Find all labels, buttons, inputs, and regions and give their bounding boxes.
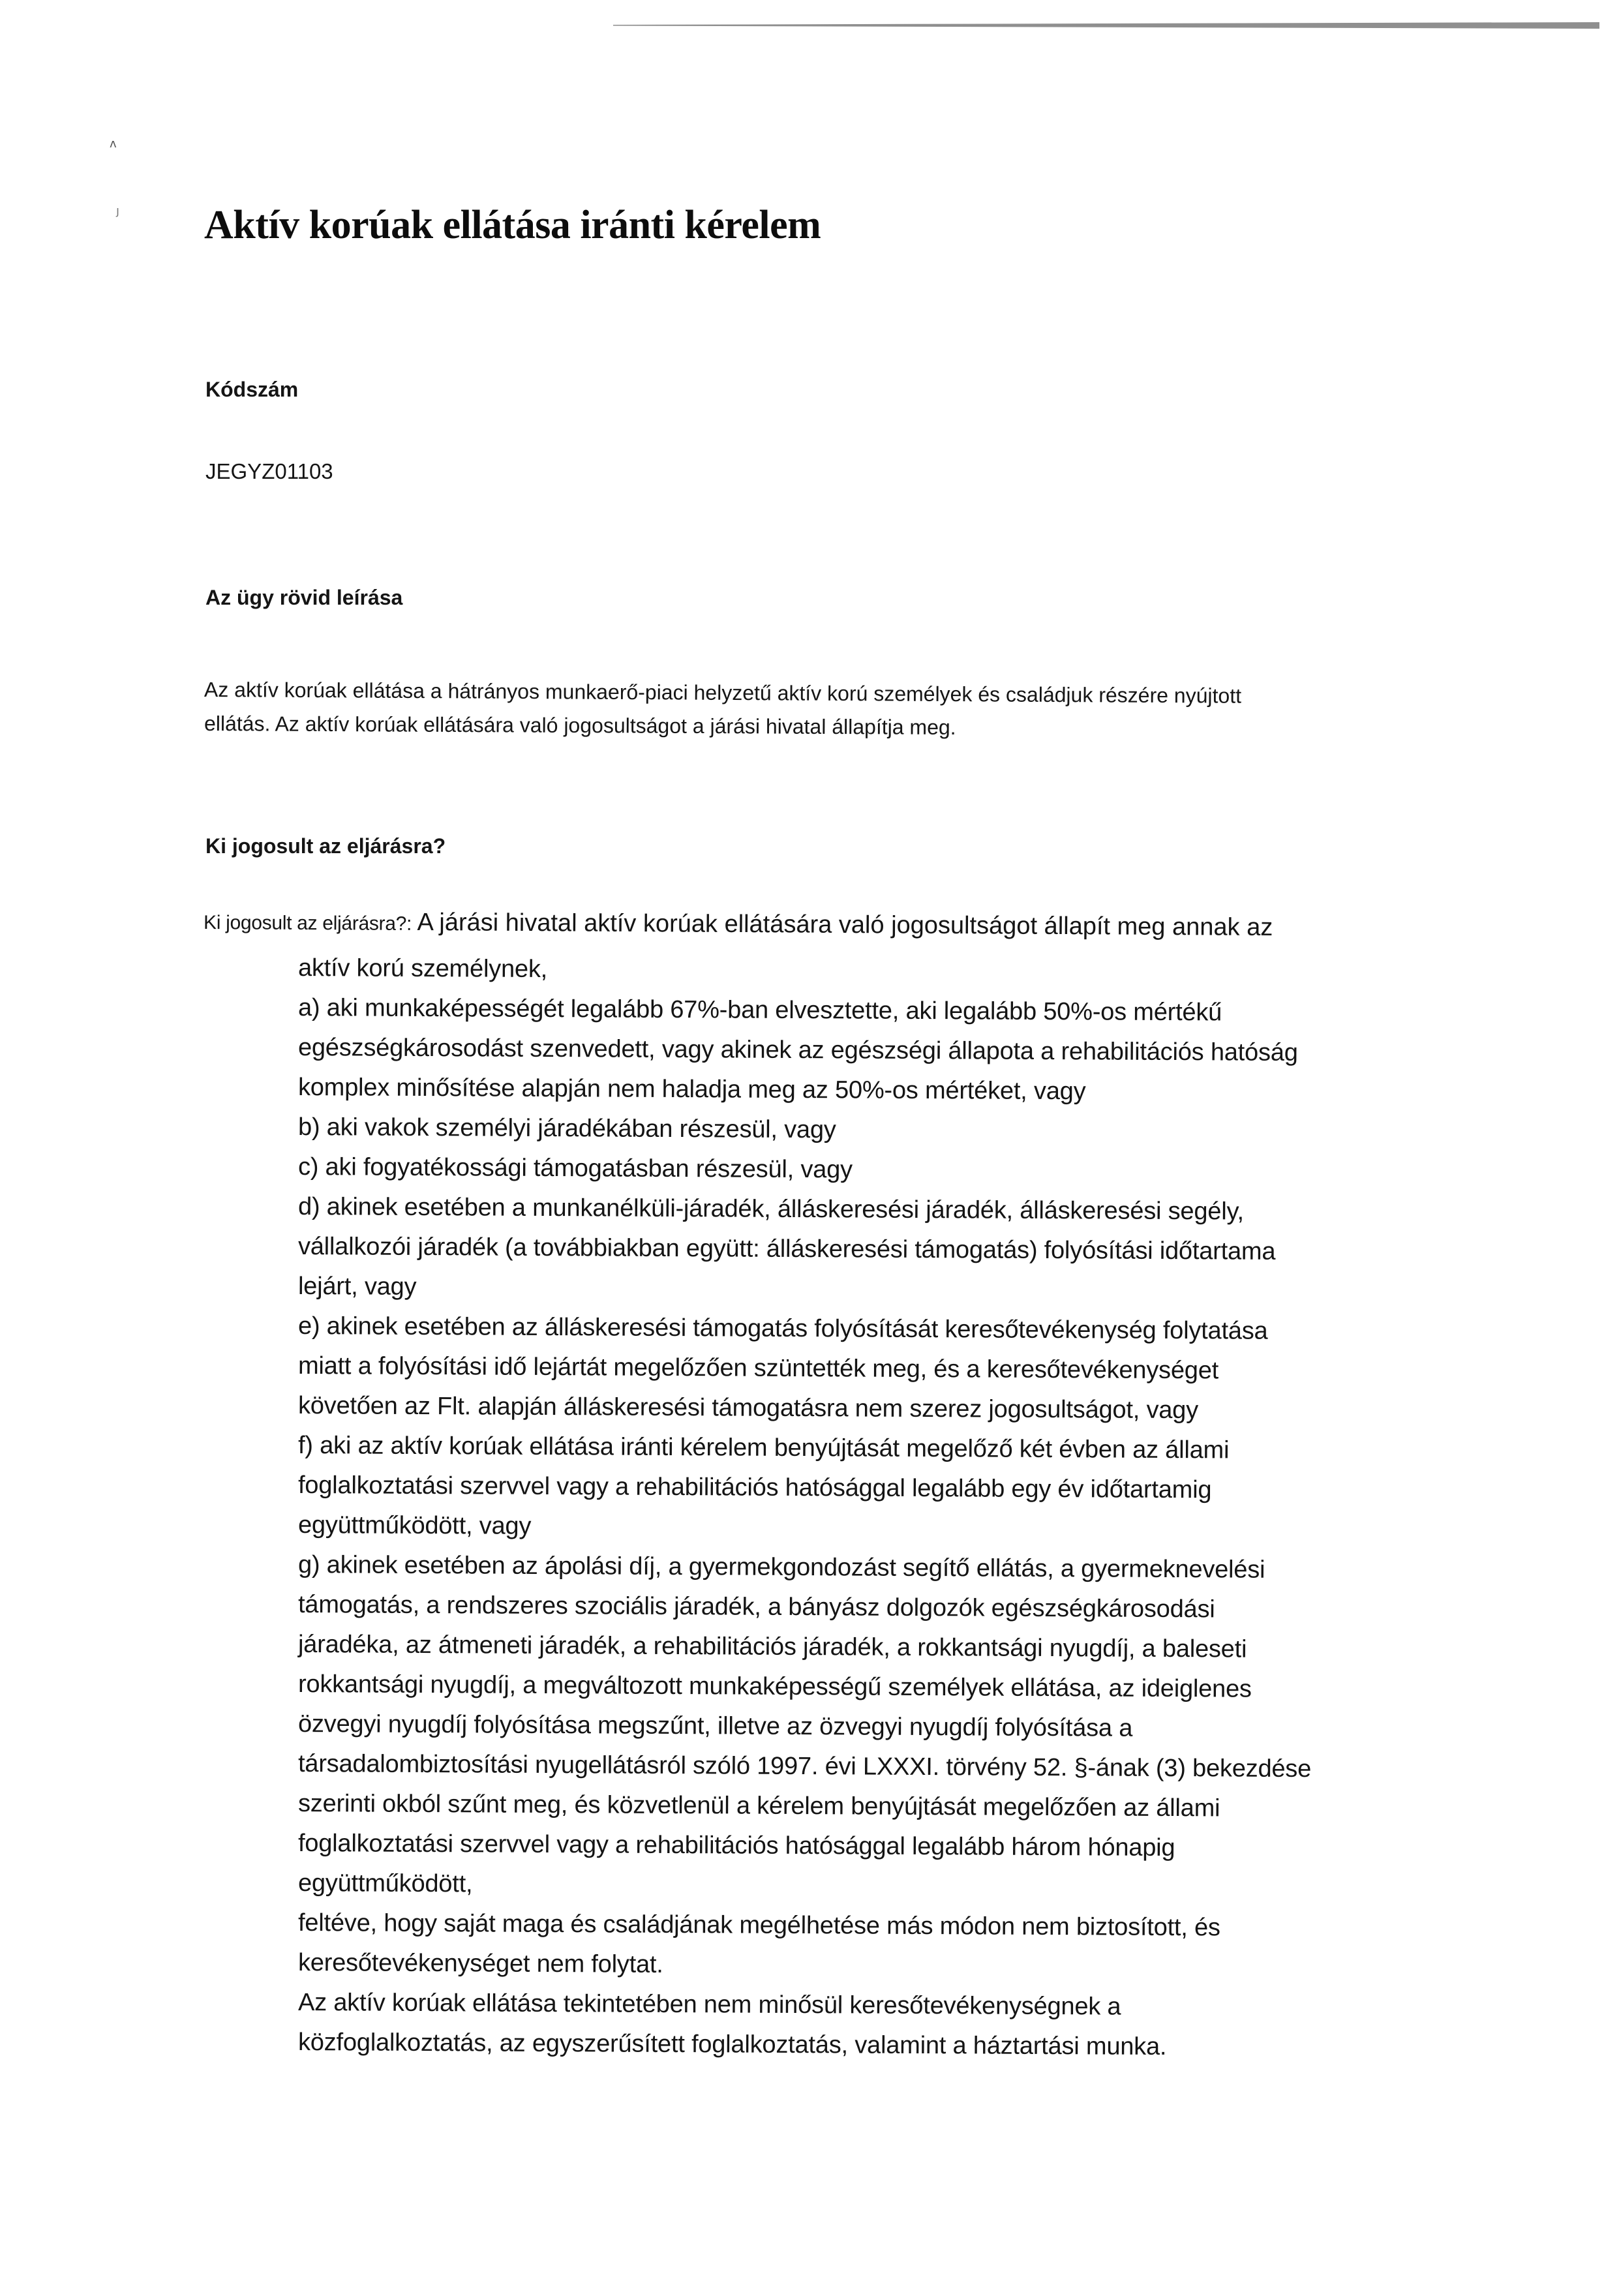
page-title: Aktív korúak ellátása iránti kérelem <box>204 203 821 247</box>
proviso-line: feltéve, hogy saját maga és családjának megélhetése más módon nem biztosított, és <box>297 1909 1220 1942</box>
eligibility-heading: Ki jogosult az eljárásra? <box>205 834 446 858</box>
eligibility-lead: A járási hivatal aktív korúak ellátására való jogosultságot állapít meg annak az <box>411 908 1273 942</box>
body-line: komplex minősítése alapján nem haladja meg az 50%-os mértéket, vagy <box>297 1074 1086 1106</box>
summary-line: Az aktív korúak ellátása a hátrányos munkaerő-piaci helyzetű aktív korú személyek és családjuk részére nyújtott <box>204 678 1242 708</box>
code-value: JEGYZ01103 <box>205 459 333 483</box>
eligibility-body <box>204 908 1475 2062</box>
body-line: foglalkoztatási szervvel vagy a rehabilitációs hatósággal legalább egy év időtartamig <box>297 1472 1212 1504</box>
body-line: közfoglalkoztatás, az egyszerűsített foglalkoztatás, valamint a háztartási munka. <box>297 2029 1167 2061</box>
code-label: Kódszám <box>205 378 299 401</box>
body-line: lejárt, vagy <box>297 1273 417 1301</box>
body-line: együttműködött, vagy <box>297 1511 532 1540</box>
condition-b: b) aki vakok személyi járadékában részesül, vagy <box>297 1113 836 1144</box>
summary-line: ellátás. Az aktív korúak ellátására való jogosultságot a járási hivatal állapítja meg. <box>204 712 956 740</box>
exclusion-line: Az aktív korúak ellátása tekintetében nem minősül keresőtevékenységnek a <box>297 1989 1121 2021</box>
condition-e: e) akinek esetében az álláskeresési támogatás folyósítását keresőtevékenység folytatása <box>297 1312 1268 1345</box>
condition-f: f) aki az aktív korúak ellátása iránti kérelem benyújtását megelőző két évben az állami <box>297 1432 1230 1464</box>
condition-a: a) aki munkaképességét legalább 67%-ban elvesztette, aki legalább 50%-os mértékű <box>297 994 1222 1027</box>
eligibility-prefix: Ki jogosult az eljárásra?: <box>203 912 412 935</box>
condition-c: c) aki fogyatékossági támogatásban részesül, vagy <box>297 1153 853 1184</box>
body-line: aktív korú személynek, <box>297 954 548 984</box>
scan-mark: ʌ <box>110 137 117 151</box>
top-scan-rule <box>613 22 1599 29</box>
body-line: követően az Flt. alapján álláskeresési támogatásra nem szerez jogosultságot, vagy <box>297 1392 1199 1425</box>
body-line: együttműködött, <box>297 1869 473 1898</box>
body-line: támogatás, a rendszeres szociális járadék, a bányász dolgozók egészségkárosodási <box>297 1591 1215 1624</box>
body-line: vállalkozói járadék (a továbbiakban együtt: álláskeresési támogatás) folyósítási időtartama <box>297 1233 1276 1265</box>
body-line: keresőtevékenységet nem folytat. <box>297 1949 663 1978</box>
body-line: miatt a folyósítási idő lejártát megelőzően szüntették meg, és a keresőtevékenységet <box>297 1352 1219 1385</box>
condition-d: d) akinek esetében a munkanélküli-járadék, álláskeresési járadék, álláskeresési segély, <box>297 1193 1244 1226</box>
scan-mark: ȷ <box>116 204 120 218</box>
body-line: járadéka, az átmeneti járadék, a rehabilitációs járadék, a rokkantsági nyugdíj, a baleseti <box>297 1631 1247 1663</box>
body-line: özvegyi nyugdíj folyósítása megszűnt, illetve az özvegyi nyugdíj folyósítása a <box>297 1710 1133 1742</box>
eligibility-conditions <box>298 948 1475 2062</box>
body-line: szerinti okból szűnt meg, és közvetlenül a kérelem benyújtását megelőzően az állami <box>297 1790 1220 1822</box>
body-line: egészségkárosodást szenvedett, vagy akinek az egészségi állapota a rehabilitációs hatóság <box>297 1034 1298 1067</box>
summary-text <box>204 672 1444 740</box>
body-line: társadalombiztosítási nyugellátásról szóló 1997. évi LXXXI. törvény 52. §-ának (3) bekezdése <box>297 1750 1312 1783</box>
body-line: foglalkoztatási szervvel vagy a rehabilitációs hatósággal legalább három hónapig <box>297 1830 1175 1862</box>
body-line: rokkantsági nyugdíj, a megváltozott munkaképességű személyek ellátása, az ideiglenes <box>297 1670 1252 1703</box>
condition-g: g) akinek esetében az ápolási díj, a gyermekgondozást segítő ellátás, a gyermeknevelési <box>297 1551 1265 1584</box>
summary-heading: Az ügy rövid leírása <box>205 586 403 609</box>
